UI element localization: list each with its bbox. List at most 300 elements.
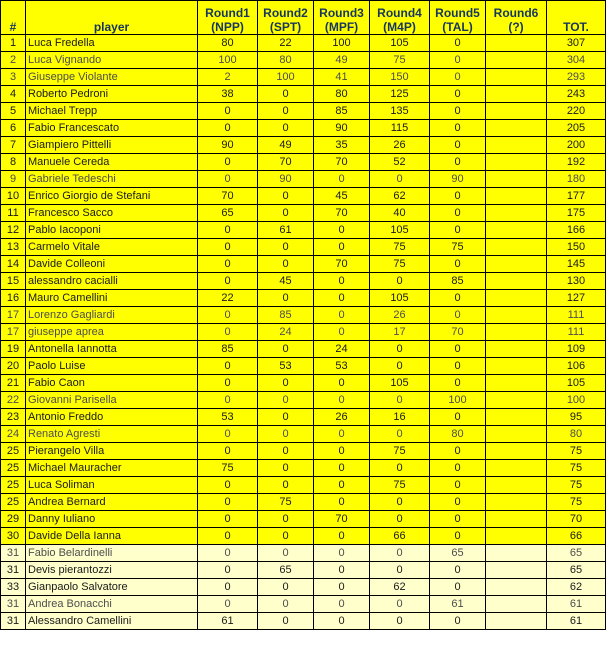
cell-round4[interactable]: 75 xyxy=(370,239,430,256)
cell-total[interactable]: 80 xyxy=(547,426,606,443)
cell-player[interactable]: Renato Agresti xyxy=(26,426,198,443)
cell-total[interactable]: 75 xyxy=(547,443,606,460)
cell-round3[interactable]: 0 xyxy=(314,579,370,596)
cell-round3[interactable]: 90 xyxy=(314,120,370,137)
cell-round1[interactable]: 0 xyxy=(198,528,258,545)
cell-total[interactable]: 175 xyxy=(547,205,606,222)
cell-round3[interactable]: 0 xyxy=(314,426,370,443)
cell-round5[interactable]: 0 xyxy=(430,52,486,69)
cell-round1[interactable]: 53 xyxy=(198,409,258,426)
cell-player[interactable]: Davide Colleoni xyxy=(26,256,198,273)
cell-rank[interactable]: 29 xyxy=(1,511,26,528)
cell-round6[interactable] xyxy=(486,103,547,120)
cell-round2[interactable]: 0 xyxy=(258,341,314,358)
cell-total[interactable]: 61 xyxy=(547,596,606,613)
cell-rank[interactable]: 19 xyxy=(1,341,26,358)
cell-round1[interactable]: 0 xyxy=(198,222,258,239)
cell-round4[interactable]: 0 xyxy=(370,392,430,409)
cell-round3[interactable]: 70 xyxy=(314,511,370,528)
cell-round4[interactable]: 105 xyxy=(370,375,430,392)
cell-round4[interactable]: 62 xyxy=(370,188,430,205)
cell-total[interactable]: 145 xyxy=(547,256,606,273)
cell-round2[interactable]: 70 xyxy=(258,154,314,171)
cell-round1[interactable]: 0 xyxy=(198,579,258,596)
cell-round1[interactable]: 0 xyxy=(198,392,258,409)
cell-round2[interactable]: 0 xyxy=(258,545,314,562)
cell-rank[interactable]: 24 xyxy=(1,426,26,443)
cell-round5[interactable]: 0 xyxy=(430,341,486,358)
cell-rank[interactable]: 31 xyxy=(1,596,26,613)
cell-round1[interactable]: 0 xyxy=(198,511,258,528)
cell-player[interactable]: Gabriele Tedeschi xyxy=(26,171,198,188)
cell-round5[interactable]: 0 xyxy=(430,154,486,171)
cell-round2[interactable]: 0 xyxy=(258,103,314,120)
cell-total[interactable]: 130 xyxy=(547,273,606,290)
cell-round1[interactable]: 0 xyxy=(198,256,258,273)
cell-round5[interactable]: 0 xyxy=(430,613,486,630)
cell-player[interactable]: Manuele Cereda xyxy=(26,154,198,171)
header-round1[interactable]: Round1 (NPP) xyxy=(198,1,258,35)
cell-round3[interactable]: 0 xyxy=(314,171,370,188)
cell-round6[interactable] xyxy=(486,205,547,222)
cell-round5[interactable]: 75 xyxy=(430,239,486,256)
cell-round2[interactable]: 0 xyxy=(258,86,314,103)
cell-total[interactable]: 111 xyxy=(547,307,606,324)
cell-round5[interactable]: 0 xyxy=(430,222,486,239)
cell-player[interactable]: Carmelo Vitale xyxy=(26,239,198,256)
cell-total[interactable]: 293 xyxy=(547,69,606,86)
cell-round6[interactable] xyxy=(486,545,547,562)
cell-player[interactable]: alessandro cacialli xyxy=(26,273,198,290)
cell-round6[interactable] xyxy=(486,494,547,511)
cell-round5[interactable]: 0 xyxy=(430,511,486,528)
cell-total[interactable]: 111 xyxy=(547,324,606,341)
cell-rank[interactable]: 13 xyxy=(1,239,26,256)
cell-player[interactable]: Fabio Belardinelli xyxy=(26,545,198,562)
cell-round6[interactable] xyxy=(486,443,547,460)
cell-round4[interactable]: 0 xyxy=(370,562,430,579)
cell-rank[interactable]: 17 xyxy=(1,307,26,324)
cell-round3[interactable]: 0 xyxy=(314,273,370,290)
cell-round6[interactable] xyxy=(486,256,547,273)
cell-round4[interactable]: 0 xyxy=(370,511,430,528)
cell-round2[interactable]: 0 xyxy=(258,392,314,409)
cell-round3[interactable]: 26 xyxy=(314,409,370,426)
cell-round6[interactable] xyxy=(486,511,547,528)
cell-round2[interactable]: 0 xyxy=(258,443,314,460)
cell-round5[interactable]: 0 xyxy=(430,120,486,137)
header-round2[interactable]: Round2 (SPT) xyxy=(258,1,314,35)
cell-round3[interactable]: 0 xyxy=(314,324,370,341)
header-player[interactable]: player xyxy=(26,1,198,35)
cell-round3[interactable]: 0 xyxy=(314,596,370,613)
cell-round5[interactable]: 70 xyxy=(430,324,486,341)
cell-player[interactable]: Michael Mauracher xyxy=(26,460,198,477)
cell-round4[interactable]: 125 xyxy=(370,86,430,103)
cell-round1[interactable]: 75 xyxy=(198,460,258,477)
cell-round5[interactable]: 0 xyxy=(430,205,486,222)
cell-round3[interactable]: 0 xyxy=(314,545,370,562)
cell-total[interactable]: 62 xyxy=(547,579,606,596)
cell-total[interactable]: 192 xyxy=(547,154,606,171)
cell-round2[interactable]: 75 xyxy=(258,494,314,511)
cell-rank[interactable]: 1 xyxy=(1,35,26,52)
cell-round4[interactable]: 0 xyxy=(370,171,430,188)
cell-round6[interactable] xyxy=(486,341,547,358)
cell-round1[interactable]: 85 xyxy=(198,341,258,358)
cell-round2[interactable]: 53 xyxy=(258,358,314,375)
cell-total[interactable]: 75 xyxy=(547,460,606,477)
cell-round4[interactable]: 52 xyxy=(370,154,430,171)
cell-player[interactable]: Antonella Iannotta xyxy=(26,341,198,358)
header-round6[interactable]: Round6 (?) xyxy=(486,1,547,35)
cell-rank[interactable]: 31 xyxy=(1,545,26,562)
cell-player[interactable]: Luca Vignando xyxy=(26,52,198,69)
cell-rank[interactable]: 25 xyxy=(1,460,26,477)
cell-round2[interactable]: 0 xyxy=(258,426,314,443)
cell-rank[interactable]: 21 xyxy=(1,375,26,392)
cell-rank[interactable]: 5 xyxy=(1,103,26,120)
cell-rank[interactable]: 20 xyxy=(1,358,26,375)
cell-rank[interactable]: 10 xyxy=(1,188,26,205)
cell-round1[interactable]: 70 xyxy=(198,188,258,205)
cell-round5[interactable]: 0 xyxy=(430,188,486,205)
cell-round6[interactable] xyxy=(486,171,547,188)
cell-round5[interactable]: 0 xyxy=(430,256,486,273)
cell-round2[interactable]: 90 xyxy=(258,171,314,188)
cell-round6[interactable] xyxy=(486,460,547,477)
cell-total[interactable]: 307 xyxy=(547,35,606,52)
cell-player[interactable]: Enrico Giorgio de Stefani xyxy=(26,188,198,205)
cell-round4[interactable]: 0 xyxy=(370,596,430,613)
header-total[interactable]: TOT. xyxy=(547,1,606,35)
header-round5[interactable]: Round5 (TAL) xyxy=(430,1,486,35)
cell-round1[interactable]: 0 xyxy=(198,375,258,392)
cell-round4[interactable]: 75 xyxy=(370,52,430,69)
cell-round3[interactable]: 53 xyxy=(314,358,370,375)
cell-round2[interactable]: 0 xyxy=(258,409,314,426)
cell-round4[interactable]: 0 xyxy=(370,426,430,443)
cell-rank[interactable]: 33 xyxy=(1,579,26,596)
cell-round6[interactable] xyxy=(486,613,547,630)
cell-round6[interactable] xyxy=(486,120,547,137)
cell-total[interactable]: 105 xyxy=(547,375,606,392)
cell-rank[interactable]: 2 xyxy=(1,52,26,69)
cell-player[interactable]: Davide Della Ianna xyxy=(26,528,198,545)
cell-total[interactable]: 205 xyxy=(547,120,606,137)
cell-total[interactable]: 66 xyxy=(547,528,606,545)
cell-total[interactable]: 127 xyxy=(547,290,606,307)
cell-round2[interactable]: 0 xyxy=(258,579,314,596)
cell-round4[interactable]: 75 xyxy=(370,443,430,460)
cell-round2[interactable]: 80 xyxy=(258,52,314,69)
cell-round6[interactable] xyxy=(486,579,547,596)
cell-rank[interactable]: 31 xyxy=(1,562,26,579)
cell-round1[interactable]: 65 xyxy=(198,205,258,222)
cell-player[interactable]: Giampiero Pittelli xyxy=(26,137,198,154)
cell-round3[interactable]: 100 xyxy=(314,35,370,52)
cell-player[interactable]: Luca Fredella xyxy=(26,35,198,52)
cell-total[interactable]: 304 xyxy=(547,52,606,69)
header-round3[interactable]: Round3 (MPF) xyxy=(314,1,370,35)
cell-round6[interactable] xyxy=(486,35,547,52)
cell-round1[interactable]: 100 xyxy=(198,52,258,69)
cell-round3[interactable]: 45 xyxy=(314,188,370,205)
cell-round4[interactable]: 105 xyxy=(370,35,430,52)
cell-player[interactable]: Andrea Bonacchi xyxy=(26,596,198,613)
cell-round5[interactable]: 0 xyxy=(430,358,486,375)
cell-rank[interactable]: 14 xyxy=(1,256,26,273)
cell-total[interactable]: 177 xyxy=(547,188,606,205)
header-rank[interactable]: # xyxy=(1,1,26,35)
cell-total[interactable]: 95 xyxy=(547,409,606,426)
cell-round2[interactable]: 0 xyxy=(258,290,314,307)
cell-round4[interactable]: 0 xyxy=(370,613,430,630)
cell-round6[interactable] xyxy=(486,52,547,69)
cell-player[interactable]: Andrea Bernard xyxy=(26,494,198,511)
cell-round4[interactable]: 105 xyxy=(370,290,430,307)
cell-player[interactable]: Mauro Camellini xyxy=(26,290,198,307)
cell-round4[interactable]: 66 xyxy=(370,528,430,545)
cell-round1[interactable]: 2 xyxy=(198,69,258,86)
cell-rank[interactable]: 22 xyxy=(1,392,26,409)
cell-total[interactable]: 100 xyxy=(547,392,606,409)
cell-player[interactable]: Devis pierantozzi xyxy=(26,562,198,579)
cell-round4[interactable]: 26 xyxy=(370,307,430,324)
cell-round3[interactable]: 24 xyxy=(314,341,370,358)
cell-round3[interactable]: 70 xyxy=(314,205,370,222)
cell-round2[interactable]: 0 xyxy=(258,239,314,256)
cell-round5[interactable]: 0 xyxy=(430,562,486,579)
cell-round6[interactable] xyxy=(486,86,547,103)
cell-round1[interactable]: 80 xyxy=(198,35,258,52)
cell-rank[interactable]: 6 xyxy=(1,120,26,137)
cell-player[interactable]: Lorenzo Gagliardi xyxy=(26,307,198,324)
cell-round4[interactable]: 0 xyxy=(370,273,430,290)
cell-round2[interactable]: 0 xyxy=(258,256,314,273)
cell-round5[interactable]: 90 xyxy=(430,171,486,188)
cell-round5[interactable]: 0 xyxy=(430,290,486,307)
cell-round6[interactable] xyxy=(486,409,547,426)
cell-rank[interactable]: 25 xyxy=(1,494,26,511)
cell-round6[interactable] xyxy=(486,222,547,239)
cell-round1[interactable]: 0 xyxy=(198,477,258,494)
cell-round2[interactable]: 0 xyxy=(258,375,314,392)
cell-round3[interactable]: 0 xyxy=(314,528,370,545)
cell-round1[interactable]: 0 xyxy=(198,324,258,341)
cell-round6[interactable] xyxy=(486,375,547,392)
cell-rank[interactable]: 12 xyxy=(1,222,26,239)
cell-rank[interactable]: 30 xyxy=(1,528,26,545)
cell-round1[interactable]: 90 xyxy=(198,137,258,154)
cell-round5[interactable]: 0 xyxy=(430,409,486,426)
cell-round5[interactable]: 0 xyxy=(430,69,486,86)
cell-round2[interactable]: 0 xyxy=(258,477,314,494)
cell-rank[interactable]: 9 xyxy=(1,171,26,188)
cell-player[interactable]: Gianpaolo Salvatore xyxy=(26,579,198,596)
cell-round4[interactable]: 40 xyxy=(370,205,430,222)
cell-rank[interactable]: 16 xyxy=(1,290,26,307)
cell-player[interactable]: Alessandro Camellini xyxy=(26,613,198,630)
cell-round1[interactable]: 0 xyxy=(198,171,258,188)
cell-round6[interactable] xyxy=(486,528,547,545)
cell-total[interactable]: 61 xyxy=(547,613,606,630)
cell-round3[interactable]: 80 xyxy=(314,86,370,103)
cell-round6[interactable] xyxy=(486,477,547,494)
cell-round5[interactable]: 0 xyxy=(430,579,486,596)
cell-round1[interactable]: 0 xyxy=(198,358,258,375)
cell-round3[interactable]: 0 xyxy=(314,375,370,392)
cell-round2[interactable]: 0 xyxy=(258,460,314,477)
cell-rank[interactable]: 8 xyxy=(1,154,26,171)
cell-round2[interactable]: 0 xyxy=(258,120,314,137)
cell-total[interactable]: 106 xyxy=(547,358,606,375)
cell-player[interactable]: Pablo Iacoponi xyxy=(26,222,198,239)
cell-round3[interactable]: 0 xyxy=(314,290,370,307)
cell-round3[interactable]: 0 xyxy=(314,494,370,511)
cell-round4[interactable]: 26 xyxy=(370,137,430,154)
cell-round2[interactable]: 0 xyxy=(258,528,314,545)
cell-round3[interactable]: 0 xyxy=(314,562,370,579)
cell-player[interactable]: Michael Trepp xyxy=(26,103,198,120)
cell-round3[interactable]: 35 xyxy=(314,137,370,154)
cell-round3[interactable]: 70 xyxy=(314,154,370,171)
cell-round6[interactable] xyxy=(486,307,547,324)
cell-round4[interactable]: 16 xyxy=(370,409,430,426)
cell-total[interactable]: 180 xyxy=(547,171,606,188)
cell-round2[interactable]: 61 xyxy=(258,222,314,239)
cell-round4[interactable]: 0 xyxy=(370,358,430,375)
cell-round1[interactable]: 0 xyxy=(198,596,258,613)
cell-round1[interactable]: 0 xyxy=(198,120,258,137)
cell-round1[interactable]: 0 xyxy=(198,562,258,579)
cell-round6[interactable] xyxy=(486,137,547,154)
cell-round3[interactable]: 0 xyxy=(314,443,370,460)
cell-round6[interactable] xyxy=(486,562,547,579)
cell-round4[interactable]: 75 xyxy=(370,256,430,273)
cell-round3[interactable]: 0 xyxy=(314,477,370,494)
cell-round2[interactable]: 0 xyxy=(258,613,314,630)
cell-round2[interactable]: 85 xyxy=(258,307,314,324)
cell-round2[interactable]: 0 xyxy=(258,188,314,205)
cell-player[interactable]: Fabio Francescato xyxy=(26,120,198,137)
cell-round6[interactable] xyxy=(486,188,547,205)
cell-round2[interactable]: 0 xyxy=(258,596,314,613)
cell-round6[interactable] xyxy=(486,154,547,171)
cell-round4[interactable]: 0 xyxy=(370,545,430,562)
cell-round4[interactable]: 17 xyxy=(370,324,430,341)
cell-total[interactable]: 150 xyxy=(547,239,606,256)
cell-total[interactable]: 200 xyxy=(547,137,606,154)
cell-round5[interactable]: 0 xyxy=(430,494,486,511)
cell-round4[interactable]: 0 xyxy=(370,494,430,511)
cell-round6[interactable] xyxy=(486,69,547,86)
cell-round6[interactable] xyxy=(486,596,547,613)
cell-round2[interactable]: 0 xyxy=(258,205,314,222)
cell-round1[interactable]: 22 xyxy=(198,290,258,307)
cell-rank[interactable]: 4 xyxy=(1,86,26,103)
cell-total[interactable]: 109 xyxy=(547,341,606,358)
cell-total[interactable]: 70 xyxy=(547,511,606,528)
cell-total[interactable]: 75 xyxy=(547,494,606,511)
cell-round3[interactable]: 0 xyxy=(314,222,370,239)
cell-round4[interactable]: 75 xyxy=(370,477,430,494)
cell-round3[interactable]: 41 xyxy=(314,69,370,86)
cell-round5[interactable]: 0 xyxy=(430,307,486,324)
cell-rank[interactable]: 17 xyxy=(1,324,26,341)
cell-round3[interactable]: 85 xyxy=(314,103,370,120)
cell-round6[interactable] xyxy=(486,426,547,443)
cell-total[interactable]: 65 xyxy=(547,545,606,562)
cell-rank[interactable]: 3 xyxy=(1,69,26,86)
cell-round1[interactable]: 0 xyxy=(198,273,258,290)
cell-round5[interactable]: 65 xyxy=(430,545,486,562)
cell-round4[interactable]: 150 xyxy=(370,69,430,86)
cell-round2[interactable]: 24 xyxy=(258,324,314,341)
cell-round1[interactable]: 0 xyxy=(198,545,258,562)
cell-total[interactable]: 65 xyxy=(547,562,606,579)
cell-round4[interactable]: 0 xyxy=(370,341,430,358)
cell-round1[interactable]: 0 xyxy=(198,103,258,120)
cell-rank[interactable]: 11 xyxy=(1,205,26,222)
cell-round1[interactable]: 0 xyxy=(198,426,258,443)
cell-round6[interactable] xyxy=(486,358,547,375)
cell-round5[interactable]: 0 xyxy=(430,137,486,154)
cell-round1[interactable]: 0 xyxy=(198,154,258,171)
cell-round2[interactable]: 100 xyxy=(258,69,314,86)
cell-rank[interactable]: 23 xyxy=(1,409,26,426)
cell-player[interactable]: Paolo Luise xyxy=(26,358,198,375)
cell-round5[interactable]: 85 xyxy=(430,273,486,290)
cell-round1[interactable]: 0 xyxy=(198,239,258,256)
cell-round6[interactable] xyxy=(486,239,547,256)
cell-round4[interactable]: 62 xyxy=(370,579,430,596)
cell-player[interactable]: Giuseppe Violante xyxy=(26,69,198,86)
cell-round5[interactable]: 0 xyxy=(430,528,486,545)
cell-total[interactable]: 75 xyxy=(547,477,606,494)
header-round4[interactable]: Round4 (M4P) xyxy=(370,1,430,35)
cell-rank[interactable]: 25 xyxy=(1,443,26,460)
cell-player[interactable]: Danny Iuliano xyxy=(26,511,198,528)
cell-round2[interactable]: 49 xyxy=(258,137,314,154)
cell-total[interactable]: 166 xyxy=(547,222,606,239)
cell-round2[interactable]: 65 xyxy=(258,562,314,579)
cell-round3[interactable]: 0 xyxy=(314,460,370,477)
cell-round3[interactable]: 0 xyxy=(314,307,370,324)
cell-round5[interactable]: 0 xyxy=(430,35,486,52)
cell-round3[interactable]: 0 xyxy=(314,392,370,409)
cell-rank[interactable]: 7 xyxy=(1,137,26,154)
cell-round2[interactable]: 0 xyxy=(258,511,314,528)
cell-player[interactable]: Giovanni Parisella xyxy=(26,392,198,409)
cell-round4[interactable]: 105 xyxy=(370,222,430,239)
cell-round2[interactable]: 22 xyxy=(258,35,314,52)
cell-round5[interactable]: 0 xyxy=(430,86,486,103)
cell-rank[interactable]: 15 xyxy=(1,273,26,290)
cell-total[interactable]: 220 xyxy=(547,103,606,120)
cell-player[interactable]: Luca Soliman xyxy=(26,477,198,494)
cell-player[interactable]: Fabio Caon xyxy=(26,375,198,392)
cell-round5[interactable]: 0 xyxy=(430,103,486,120)
cell-round3[interactable]: 0 xyxy=(314,239,370,256)
cell-round5[interactable]: 100 xyxy=(430,392,486,409)
cell-round3[interactable]: 70 xyxy=(314,256,370,273)
cell-round5[interactable]: 80 xyxy=(430,426,486,443)
cell-player[interactable]: giuseppe aprea xyxy=(26,324,198,341)
cell-round5[interactable]: 0 xyxy=(430,443,486,460)
cell-rank[interactable]: 25 xyxy=(1,477,26,494)
cell-round1[interactable]: 0 xyxy=(198,307,258,324)
